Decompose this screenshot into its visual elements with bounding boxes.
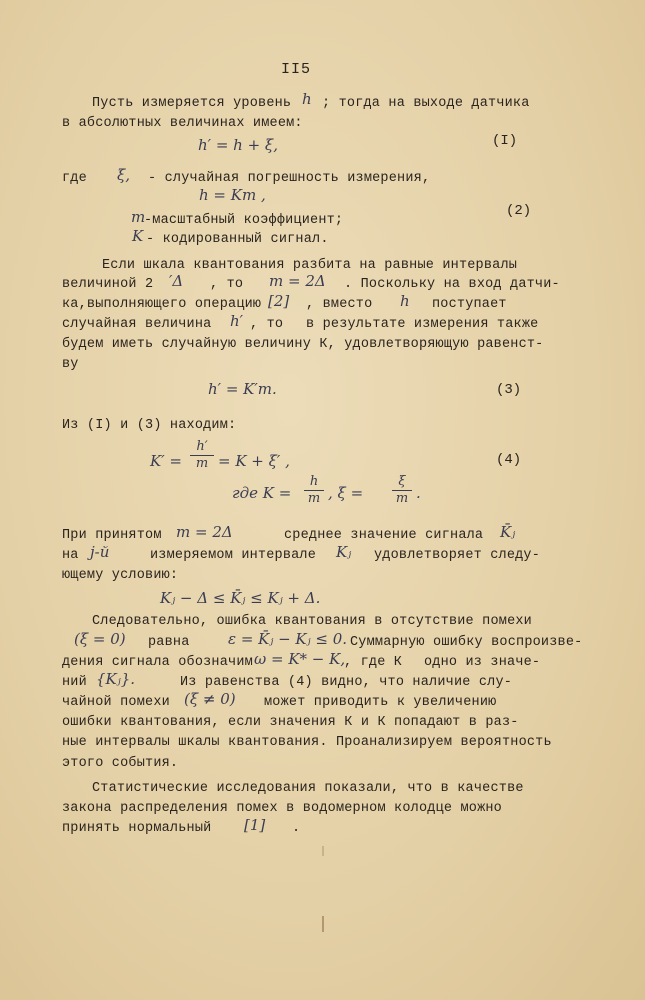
text-line: одно из значе- bbox=[424, 655, 541, 670]
numerator: h bbox=[309, 474, 319, 489]
text-line: Статистические исследования показали, что в качестве bbox=[92, 781, 524, 796]
equation-number: (4) bbox=[496, 452, 522, 468]
equation-number: (2) bbox=[506, 203, 532, 219]
equation-1: h′ = h + ξ, bbox=[198, 136, 278, 154]
text-line: чайной помехи bbox=[62, 695, 170, 710]
text-line: , где К bbox=[344, 655, 403, 670]
text-line: в результате измерения также bbox=[306, 317, 539, 332]
formula-m2d: m = 2Δ bbox=[269, 272, 326, 290]
formula-jth: j-й bbox=[90, 543, 110, 561]
text-line: принять нормальный bbox=[62, 821, 212, 836]
formula-hprime: h′ bbox=[230, 312, 244, 330]
equation-4-left: K′ = bbox=[150, 452, 182, 470]
text-line: , то bbox=[250, 317, 284, 332]
text-line: Пусть измеряется уровень bbox=[92, 96, 292, 111]
formula-m2d-b: m = 2Δ bbox=[176, 523, 233, 541]
text-line: величиной 2 bbox=[62, 277, 154, 292]
text-line: может приводить к увеличению bbox=[264, 695, 497, 710]
text-line: закона распределения помех в водомерном колодце можно bbox=[62, 801, 502, 816]
formula-kbar: K̄ⱼ bbox=[500, 523, 516, 541]
text-line: Суммарную ошибку воспроизве- bbox=[350, 635, 583, 650]
formula-h2: h bbox=[400, 292, 410, 310]
text-line: этого события. bbox=[62, 756, 179, 771]
text-line: ные интервалы шкалы квантования. Проанализируем вероятность bbox=[62, 735, 552, 750]
numerator: ξ bbox=[398, 474, 406, 489]
text-line: При принятом bbox=[62, 528, 162, 543]
text-line: Из равенства (4) видно, что наличие слу- bbox=[180, 675, 513, 690]
text-line: - случайная погрешность измерения, bbox=[148, 171, 431, 186]
ref-2: [2] bbox=[268, 292, 290, 310]
numerator: h′ bbox=[196, 439, 208, 454]
equation-number: (3) bbox=[496, 382, 522, 398]
formula-comma: , ξ = bbox=[328, 484, 364, 502]
fraction bbox=[392, 475, 412, 506]
denominator: m bbox=[307, 491, 321, 506]
formula-kj: Kⱼ bbox=[336, 543, 352, 561]
formula-dot: . bbox=[416, 484, 421, 502]
formula-h: h bbox=[302, 90, 312, 108]
text-line: . bbox=[292, 821, 301, 836]
fraction bbox=[190, 440, 214, 471]
formula-K: K bbox=[132, 227, 144, 245]
text-line: будем иметь случайную величину К, удовлетворяющую равенст- bbox=[62, 337, 544, 352]
formula-setkj: {Kⱼ}. bbox=[96, 670, 136, 688]
equation-2: h = Km , bbox=[199, 186, 266, 204]
fraction bbox=[304, 475, 324, 506]
equation-4-right: = K + ξ′ , bbox=[218, 452, 290, 470]
equation-number: (I) bbox=[492, 133, 518, 149]
paper-mark bbox=[322, 916, 324, 932]
text-line: Следовательно, ошибка квантования в отсутствие помехи bbox=[92, 614, 532, 629]
text-line: поступает bbox=[432, 297, 507, 312]
text-line: , то bbox=[210, 277, 244, 292]
text-line: дения сигнала обозначим bbox=[62, 655, 253, 670]
equation-3: h′ = K′m. bbox=[208, 380, 277, 398]
text-line: где bbox=[62, 171, 87, 186]
ref-1: [1] bbox=[244, 816, 266, 834]
text-line: в абсолютных величинах имеем: bbox=[62, 116, 303, 131]
paper-mark bbox=[322, 846, 324, 856]
denominator: m bbox=[195, 456, 209, 471]
text-line: . Поскольку на вход датчи- bbox=[344, 277, 560, 292]
text-line: - кодированный сигнал. bbox=[146, 232, 329, 247]
formula-xi0: (ξ = 0) bbox=[74, 630, 126, 648]
formula-delta: ′Δ bbox=[169, 272, 184, 290]
text-line: Из (I) и (3) находим: bbox=[62, 418, 237, 433]
text-line: , вместо bbox=[306, 297, 373, 312]
text-line: ; тогда на выходе датчика bbox=[322, 96, 530, 111]
text-line: ка,выполняющего операцию bbox=[62, 297, 262, 312]
text-line: случайная величина bbox=[62, 317, 212, 332]
text-line: Если шкала квантования разбита на равные интервалы bbox=[102, 258, 518, 273]
text-line: ний bbox=[62, 675, 87, 690]
text-line: ву bbox=[62, 357, 79, 372]
page-number: II5 bbox=[281, 61, 312, 78]
inequality: Kⱼ − Δ ≤ K̄ⱼ ≤ Kⱼ + Δ. bbox=[160, 589, 321, 607]
text-line: удовлетворяет следу- bbox=[374, 548, 541, 563]
formula-xine0: (ξ ≠ 0) bbox=[184, 690, 236, 708]
formula-xi: ξ, bbox=[117, 166, 131, 184]
text-line: на bbox=[62, 548, 79, 563]
formula-m: m bbox=[131, 208, 146, 226]
denominator: m bbox=[395, 491, 409, 506]
text-line: измеряемом интервале bbox=[150, 548, 317, 563]
text-line: -масштабный коэффициент; bbox=[144, 213, 344, 228]
formula-gde: где K = bbox=[232, 484, 292, 502]
text-line: ющему условию: bbox=[62, 568, 179, 583]
text-line: равна bbox=[148, 635, 190, 650]
text-line: среднее значение сигнала bbox=[284, 528, 484, 543]
formula-eps: ε = K̄ⱼ − Kⱼ ≤ 0. bbox=[228, 630, 348, 648]
formula-omega: ω = K* − K, bbox=[254, 650, 346, 668]
text-line: ошибки квантования, если значения К и К попадают в раз- bbox=[62, 715, 519, 730]
